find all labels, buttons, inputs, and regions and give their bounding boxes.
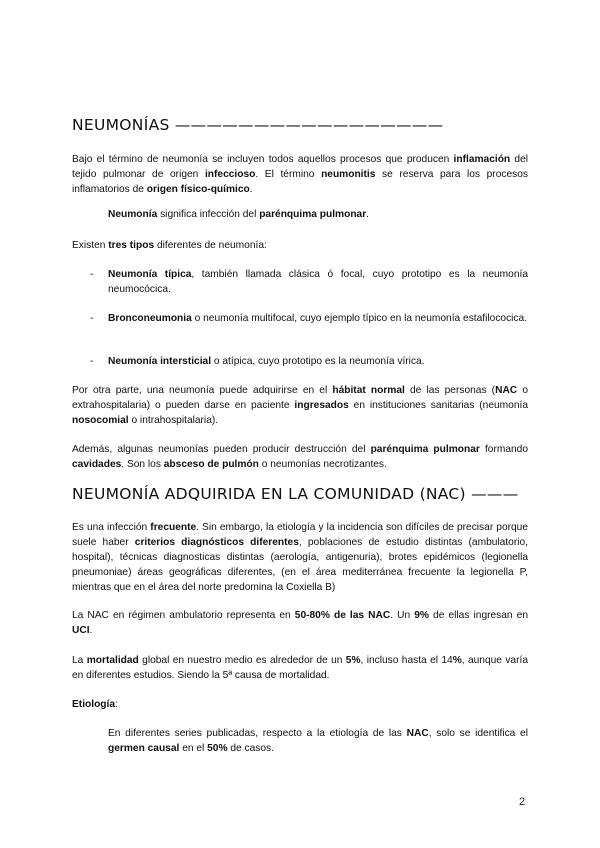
paragraph-acquisition	[72, 383, 528, 428]
bold-text: cavidades	[72, 459, 122, 470]
text: del tejido pulmonar de origen	[72, 154, 528, 180]
bold-text: Bronconeumonia	[108, 313, 192, 324]
text: .	[89, 625, 93, 636]
heading-nac: NEUMONÍA ADQUIRIDA EN LA COMUNIDAD (NAC) ———	[72, 485, 519, 503]
heading-etiologia	[72, 697, 528, 712]
page-number: 2	[519, 796, 526, 808]
list-item-neumonia-intersticial	[108, 354, 528, 369]
bold-text: inflamación	[453, 154, 511, 165]
text: significa infección del	[157, 209, 260, 220]
text: de las personas (	[404, 385, 496, 396]
text: , incluso hasta el 14	[360, 655, 453, 666]
bold-text: tres tipos	[108, 240, 155, 251]
paragraph-mortality	[72, 653, 528, 683]
text: .	[249, 184, 253, 195]
bold-text: NAC	[406, 728, 429, 739]
bold-text: parénquima pulmonar	[370, 444, 480, 455]
text: La	[72, 655, 87, 666]
bold-text: 50%	[207, 743, 228, 754]
bold-text: mortalidad	[86, 655, 139, 666]
heading-neumonias: NEUMONÍAS —————————————————	[72, 116, 444, 134]
bold-text: frecuente	[150, 522, 197, 533]
text: , aunque varía en diferentes estudios. Siendo la 5ª causa de mortalidad.	[72, 655, 528, 681]
bold-text: neumonitis	[321, 169, 376, 180]
bold-text: nosocomial	[72, 415, 129, 426]
paragraph-definition	[108, 207, 528, 222]
bold-text: 50-80% de las NAC	[294, 610, 391, 621]
text: :	[115, 699, 118, 710]
bold-text: 9%	[414, 610, 429, 621]
text: , poblaciones de estudio distintas (ambulatorio, hospital), técnicas diagnosticas distintas (aerología, antigenuria), brotes epidémicos (legionella pneumoniae) áreas geográficas diferentes, (en el área mediterránea frecuente la legionella P, mientras que en el área del norte predomina la Coxiella B)	[72, 537, 528, 593]
text: . Sin embargo, la etiología y la incidencia son difíciles de precisar porque suele haber	[72, 522, 528, 548]
text: . Son los	[121, 459, 164, 470]
bold-text: Neumonía típica	[108, 269, 192, 280]
paragraph-destruction	[72, 442, 528, 472]
text: , solo se identifica el	[428, 728, 528, 739]
text: o atípica, cuyo prototipo es la neumonía vírica.	[211, 356, 425, 367]
bold-text: NAC	[495, 385, 518, 396]
text: formando	[479, 444, 528, 455]
list-item-neumonia-tipica	[108, 267, 528, 297]
bold-text: ingresados	[294, 400, 349, 411]
text: o neumonía multifocal, cuyo ejemplo típico en la neumonía estafilococica.	[191, 313, 528, 324]
list-dash: -	[90, 313, 94, 324]
text: , también llamada clásica ó focal, cuyo prototipo es la neumonía neumocócica.	[108, 269, 528, 295]
text: de ellas ingresan en	[429, 610, 528, 621]
list-dash: -	[90, 356, 94, 367]
text: Es una infección	[72, 522, 151, 533]
paragraph-types-intro	[72, 238, 528, 253]
text: en instituciones sanitarias (neumonía	[348, 400, 528, 411]
text: de casos.	[227, 743, 274, 754]
text: o neumonías necrotizantes.	[258, 459, 387, 470]
bold-text: %	[452, 655, 462, 666]
text: .	[366, 209, 370, 220]
bold-text: UCI	[72, 625, 90, 636]
text: . El término	[255, 169, 322, 180]
bold-text: hábitat normal	[332, 385, 405, 396]
text: diferentes de neumonía:	[154, 240, 267, 251]
bold-text: origen físico-químico	[146, 184, 250, 195]
list-dash: -	[90, 269, 94, 280]
bold-text: Etiología	[72, 699, 116, 710]
paragraph-etiology	[108, 726, 528, 756]
text: Existen	[72, 240, 109, 251]
text: global en nuestro medio es alrededor de un	[138, 655, 346, 666]
bold-text: Neumonía intersticial	[108, 356, 212, 367]
text: En diferentes series publicadas, respecto a la etiología de las	[108, 728, 407, 739]
text: Además, algunas neumonías pueden producir destrucción del	[72, 444, 371, 455]
text: La NAC en régimen ambulatorio representa en	[72, 610, 295, 621]
bold-text: absceso de pulmón	[163, 459, 259, 470]
paragraph-nac-intro	[72, 520, 528, 595]
bold-text: 5%	[345, 655, 361, 666]
paragraph-intro	[72, 152, 528, 197]
list-item-bronconeumonia	[108, 311, 528, 326]
text: Bajo el término de neumonía se incluyen todos aquellos procesos que producen	[72, 154, 454, 165]
text: o extrahospitalaria) o pueden darse en paciente	[72, 385, 528, 411]
bold-text: Neumonía	[108, 209, 158, 220]
bold-text: germen causal	[108, 743, 180, 754]
bold-text: infeccioso	[204, 169, 256, 180]
text: . Un	[390, 610, 415, 621]
text: o intrahospitalaria).	[128, 415, 219, 426]
bold-text: criterios diagnósticos diferentes	[134, 537, 299, 548]
text: en el	[179, 743, 208, 754]
bold-text: parénquima pulmonar	[259, 209, 367, 220]
text: Por otra parte, una neumonía puede adquirirse en el	[72, 385, 333, 396]
text: se reserva para los procesos inflamatorios de	[72, 169, 528, 195]
paragraph-nac-ambulatory	[72, 608, 528, 638]
